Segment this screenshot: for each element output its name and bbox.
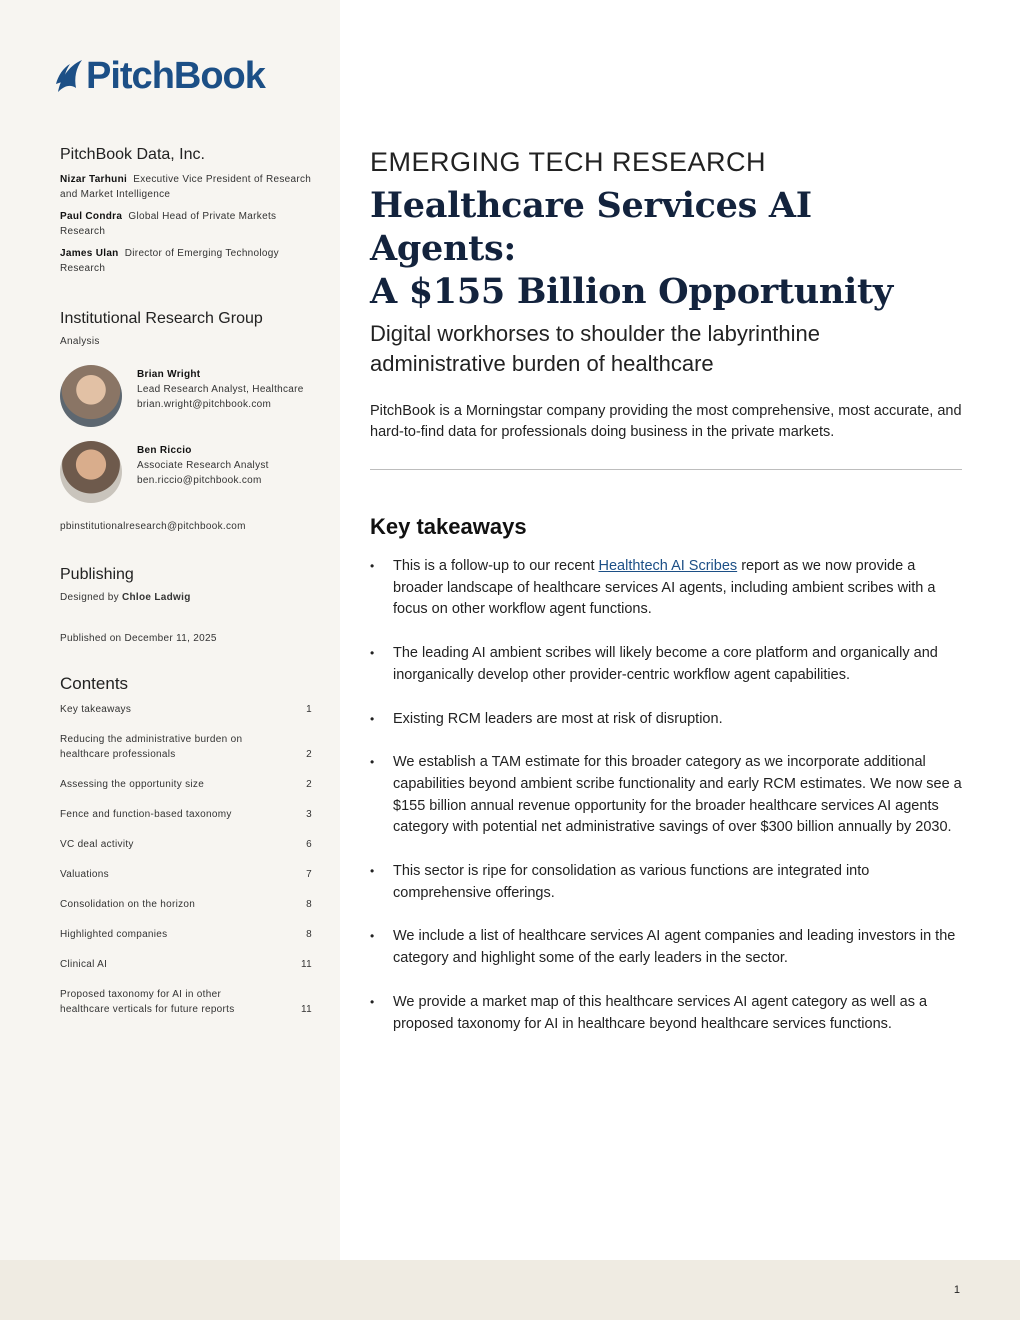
leader-title: Executive Vice President of Research and Market Intelligence: [60, 174, 312, 200]
toc-page: 3: [306, 809, 312, 820]
toc-item[interactable]: [60, 837, 312, 852]
leader-3: [60, 246, 312, 276]
toc-label: Reducing the administrative burden on healthcare professionals: [60, 734, 243, 760]
leader-name: Paul Condra: [60, 211, 123, 222]
toc-item[interactable]: [60, 807, 312, 822]
toc-label: Key takeaways: [60, 704, 132, 715]
leader-title: Director of Emerging Technology Research: [60, 248, 279, 274]
toc-item[interactable]: [60, 702, 312, 717]
footer-band: [0, 1260, 1020, 1320]
takeaway-item: • The leading AI ambient scribes will likely become a core platform and organically and inorganically develop other provider-centric workflow agent capabilities.: [370, 643, 962, 686]
main-content: [370, 146, 962, 1057]
takeaway-item: [370, 556, 962, 621]
takeaway-item: • Existing RCM leaders are most at risk of disruption.: [370, 709, 962, 731]
toc-label: VC deal activity: [60, 839, 134, 850]
toc-item[interactable]: [60, 867, 312, 882]
analyst-2: [60, 441, 312, 503]
analyst-role: Lead Research Analyst, Healthcare: [137, 384, 304, 395]
pitchbook-sail-icon: [54, 58, 84, 94]
toc-label: Highlighted companies: [60, 929, 168, 940]
key-takeaways-heading: Key takeaways: [370, 514, 527, 539]
report-kicker: EMERGING TECH RESEARCH: [370, 147, 767, 177]
group-email[interactable]: pbinstitutionalresearch@pitchbook.com: [60, 521, 246, 532]
analyst-email[interactable]: brian.wright@pitchbook.com: [137, 399, 272, 410]
takeaway-item: • We establish a TAM estimate for this broader category as we incorporate additional capabilities beyond ambient scribe functionality and early RCM estimates. We now see a $155 billion annual revenue opportunity for the broader healthcare services AI agents category with potential net administrative savings of over $300 billion annually by 2030.: [370, 752, 962, 839]
healthtech-ai-scribes-link[interactable]: Healthtech AI Scribes: [598, 558, 738, 574]
toc-label: Consolidation on the horizon: [60, 899, 196, 910]
leader-name: James Ulan: [60, 248, 119, 259]
analyst-1: [60, 365, 312, 427]
toc-label: Fence and function-based taxonomy: [60, 809, 232, 820]
intro-paragraph: PitchBook is a Morningstar company providing the most comprehensive, most accurate, and hard-to-find data for professionals doing business in the private markets.: [370, 403, 962, 440]
toc-item[interactable]: [60, 897, 312, 912]
takeaway-item: • This sector is ripe for consolidation as various functions are integrated into comprehensive offerings.: [370, 861, 962, 904]
report-title: [370, 184, 962, 313]
group-sub: Analysis: [60, 336, 100, 347]
toc-item[interactable]: [60, 732, 312, 762]
toc-page: 11: [301, 1004, 312, 1015]
toc-label: Clinical AI: [60, 959, 108, 970]
takeaway-text-post: report as we now provide a broader landscape of healthcare services AI agents, including ambient scribes with a focus on other workflow agent functions.: [393, 558, 936, 618]
toc-item[interactable]: [60, 957, 312, 972]
analyst-name: Brian Wright: [137, 369, 201, 380]
designer-name: Chloe Ladwig: [122, 592, 191, 603]
avatar-ben-riccio: [60, 441, 122, 503]
designed-by: [60, 592, 312, 603]
report-subtitle: [370, 319, 962, 379]
analyst-name: Ben Riccio: [137, 445, 192, 456]
publishing-heading: Publishing: [60, 566, 134, 583]
leader-2: [60, 209, 312, 239]
sidebar-content: [60, 146, 312, 1032]
logo-text: PitchBook: [86, 55, 265, 97]
leader-1: [60, 172, 312, 202]
toc-page: 2: [306, 779, 312, 790]
takeaways-list: [370, 556, 962, 1035]
toc-page: 2: [306, 749, 312, 760]
group-heading: Institutional Research Group: [60, 310, 263, 327]
toc-page: 1: [306, 704, 312, 715]
avatar-brian-wright: [60, 365, 122, 427]
contents-heading: Contents: [60, 674, 129, 693]
toc-item[interactable]: [60, 777, 312, 792]
analyst-role: Associate Research Analyst: [137, 460, 269, 471]
takeaway-item: • We include a list of healthcare services AI agent companies and leading investors in the category and highlight some of the early leaders in the sector.: [370, 926, 962, 969]
toc-page: 6: [306, 839, 312, 850]
toc-page: 11: [301, 959, 312, 970]
leader-name: Nizar Tarhuni: [60, 174, 128, 185]
analyst-email[interactable]: ben.riccio@pitchbook.com: [137, 475, 262, 486]
pitchbook-logo[interactable]: [54, 56, 265, 96]
page-number: 1: [953, 1284, 960, 1296]
takeaway-text-pre: This is a follow-up to our recent: [393, 558, 595, 574]
toc-item[interactable]: [60, 987, 312, 1017]
divider: [370, 469, 962, 470]
toc-label: Valuations: [60, 869, 109, 880]
toc-item[interactable]: [60, 927, 312, 942]
toc-page: 8: [306, 929, 312, 940]
published-date: Published on December 11, 2025: [60, 633, 217, 644]
toc-page: 7: [306, 869, 312, 880]
subtitle-line-2: administrative burden of healthcare: [370, 351, 714, 376]
toc-label: Assessing the opportunity size: [60, 779, 205, 790]
company-name: PitchBook Data, Inc.: [60, 146, 205, 163]
subtitle-line-1: Digital workhorses to shoulder the labyrinthine: [370, 321, 821, 346]
toc-label: Proposed taxonomy for AI in other healthcare verticals for future reports: [60, 989, 235, 1015]
leader-title: Global Head of Private Markets Research: [60, 211, 277, 237]
contents-list: [60, 702, 312, 1017]
toc-page: 8: [306, 899, 312, 910]
takeaway-item: • We provide a market map of this healthcare services AI agent category as well as a proposed taxonomy for AI in healthcare beyond healthcare services functions.: [370, 992, 962, 1035]
designed-by-prefix: Designed by: [60, 592, 119, 603]
title-line-2: A $155 Billion Opportunity: [370, 271, 893, 312]
title-line-1: Healthcare Services AI Agents:: [370, 185, 812, 269]
